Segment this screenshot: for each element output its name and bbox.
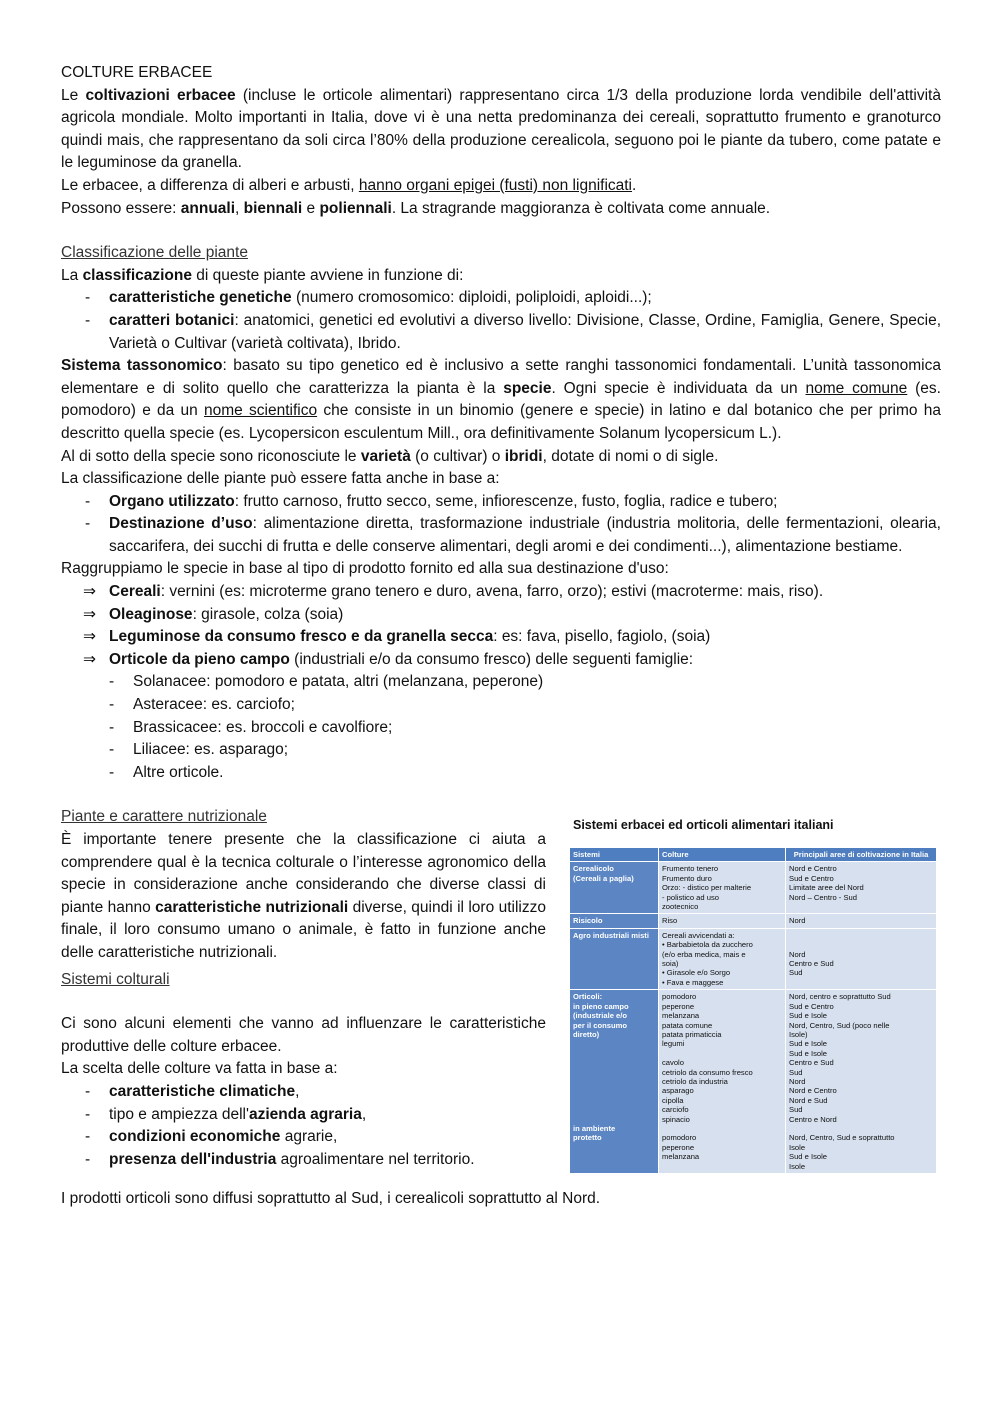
section-heading-sistemi: Sistemi colturali [61,970,170,988]
closing-paragraph: I prodotti orticoli sono diffusi soprattutto al Sud, i cerealicoli soprattutto al Nord. [61,1190,601,1207]
list-item: ⇒ Cereali: vernini (es: microterme grano tenero e duro, avena, farro, orzo); estivi (macroterme: mais, riso). [61,581,941,604]
list-item: - condizioni economiche agrarie, [61,1126,546,1149]
list-item: - caratteristiche climatiche, [61,1081,546,1104]
table-cell-are: Nord [786,914,937,928]
list-item: ⇒ Leguminose da consumo fresco e da granella secca: es: fava, pisello, fagiolo, (soia) [61,626,941,649]
table-body [570,862,937,1174]
list-item: - Brassicacee: es. broccoli e cavolfiore; [61,717,941,740]
list-item: - Solanacee: pomodoro e patata, altri (melanzana, peperone) [61,671,941,694]
classif-criteria-list [61,287,941,355]
list-item: - Asteracee: es. carciofo; [61,694,941,717]
classif-lead: La classificazione di queste piante avviene in funzione di: [61,266,464,284]
table-row [570,928,937,989]
intro-paragraph-3: Possono essere: annuali, biennali e poliennali. La stragrande maggioranza è coltivata come annuale. [61,199,771,217]
table-cell-are: Nord e Centro Sud e Centro Limitate aree del Nord Nord – Centro - Sud [786,862,937,914]
list-item: ⇒ Orticole da pieno campo (industriali e/o da consumo fresco) delle seguenti famiglie: [61,649,941,672]
list-item: - caratteristiche genetiche (numero cromosomico: diploidi, poliploidi, aploidi...); [61,287,941,310]
intro-paragraph-1: Le coltivazioni erbacee (incluse le orticole alimentari) rappresentano circa 1/3 della produzione lorda vendibile dell'attività agricola mondiale. Molto importanti in Italia, dove vi è una netta predominanza dei cereali, soprattutto frumento e granoturco quindi mais, che rappresentano da soli circa l’80% della produzione cerealicola, seguono poi le piante da tubero, come patate e le leguminose da granella. [61,86,941,172]
column-header: Principali aree di coltivazione in Italia [786,848,937,862]
table-row [570,990,937,1174]
section-heading-nutrizionale: Piante e carattere nutrizionale [61,808,267,826]
arrow-icon: ⇒ [83,628,96,646]
list-item: ⇒ Oleaginose: girasole, colza (soia) [61,604,941,627]
table-cell-sys: Orticoli: in pieno campo (industriale e/o per il consumo diretto) in ambiente protetto [570,990,659,1174]
arrow-icon: ⇒ [83,650,96,668]
table-cell-are: Nord, centro e soprattutto Sud Sud e Centro Sud e Isole Nord, Centro, Sud (poco nelle Isole) Sud e Isole Sud e Isole Centro e Sud Sud Nord Nord e Centro Nord e Sud Sud Centro e Nord Nord, Centro, Sud e soprattutto Isole Sud e Isole Isole [786,990,937,1174]
table-row [570,862,937,914]
document-page [61,62,941,1211]
sistemi-paragraph-2: La scelta delle colture va fatta in base a: [61,1060,338,1078]
list-item: - caratteri botanici: anatomici, genetici ed evolutivi a diverso livello: Divisione, Classe, Ordine, Famiglia, Genere, Specie, Varietà o Cultivar (varietà coltivata), Ibrido. [61,310,941,355]
figure-table [569,847,937,1174]
sistema-tassonomico-paragraph: Sistema tassonomico: basato su tipo genetico ed è inclusivo a sette ranghi tassonomici fondamentali. L’unità tassonomica elementare e di solito quello che caratterizza la pianta è la specie. Ogni specie è individuata da un nome comune (es. pomodoro) e da un nome scientifico che consiste in un binomio (genere e specie) in latino e dal botanico che per primo ha descritto quella specie (es. Lycopersicon esculentum Mill., ora definitivamente Solanum lycopersicum L.). [61,357,941,442]
table-cell-sys: Risicolo [570,914,659,928]
arrow-icon: ⇒ [83,605,96,623]
table-cell-sys: Agro industriali misti [570,928,659,989]
varieta-paragraph: Al di sotto della specie sono riconosciute le varietà (o cultivar) o ibridi, dotate di nomi o di sigle. [61,447,719,465]
table-cell-sys: Cerealicolo (Cereali a paglia) [570,862,659,914]
list-item: - Destinazione d’uso: alimentazione diretta, trasformazione industriale (industria molitoria, delle fermentazioni, olearia, saccarifera, dei succhi di frutta e delle conserve alimentari, degli aromi e dei condimenti...), alimentazione bestiame. [61,513,941,558]
arrow-icon: ⇒ [83,583,96,601]
left-column [61,806,546,1174]
table-cell-cul: Frumento tenero Frumento duro Orzo: - distico per malterie - polistico ad uso zootecnico [659,862,786,914]
document-title: COLTURE ERBACEE [61,64,213,81]
groups-list [61,581,941,671]
table-cell-cul: Riso [659,914,786,928]
families-list [61,671,941,784]
section-heading-classificazione: Classificazione delle piante [61,244,248,262]
raggruppamento-paragraph: Raggruppiamo le specie in base al tipo di prodotto fornito ed alla sua destinazione d'uso: [61,560,669,578]
intro-paragraph-2: Le erbacee, a differenza di alberi e arbusti, hanno organi epigei (fusti) non lignificati. [61,176,637,194]
two-column-section [61,806,941,1174]
table-row [570,914,937,928]
table-header-row [570,848,937,862]
table-cell-cul: pomodoro peperone melanzana patata comune patata primaticcia legumi cavolo cetriolo da consumo fresco cetriolo da industria asparago cipolla carciofo spinacio pomodoro peperone melanzana [659,990,786,1174]
base-paragraph: La classificazione delle piante può essere fatta anche in base a: [61,470,500,488]
nutrizionale-paragraph: È importante tenere presente che la classificazione ci aiuta a comprendere qual è la tecnica colturale o l’interesse agronomico della specie in considerazione anche considerando che diverse classi di piante hanno caratteristiche nutrizionali diverse, quindi il loro utilizzo finale, il loro consumo umano o animale, è fatto in funzione anche delle caratteristiche nutrizionali. [61,831,546,961]
table-cell-are: Nord Centro e Sud Sud [786,928,937,989]
sistemi-list [61,1081,546,1171]
column-header: Sistemi [570,848,659,862]
table-cell-cul: Cereali avvicendati a: • Barbabietola da zucchero (e/o erba medica, mais e soia) • Girasole e/o Sorgo • Fava e maggese [659,928,786,989]
list-item: - tipo e ampiezza dell'azienda agraria, [61,1104,546,1127]
list-item: - Liliacee: es. asparago; [61,739,941,762]
figure-title: Sistemi erbacei ed orticoli alimentari italiani [573,818,834,833]
figure-sistemi-erbacei [569,814,941,1174]
list-item: - Organo utilizzato: frutto carnoso, frutto secco, seme, infiorescenze, fusto, foglia, radice e tubero; [61,491,941,514]
column-header: Colture [659,848,786,862]
list-item: - presenza dell'industria agroalimentare nel territorio. [61,1149,546,1172]
sistemi-paragraph-1: Ci sono alcuni elementi che vanno ad influenzare le caratteristiche produttive delle colture erbacee. [61,1015,546,1055]
list-item: - Altre orticole. [61,762,941,785]
base-criteria-list [61,491,941,559]
